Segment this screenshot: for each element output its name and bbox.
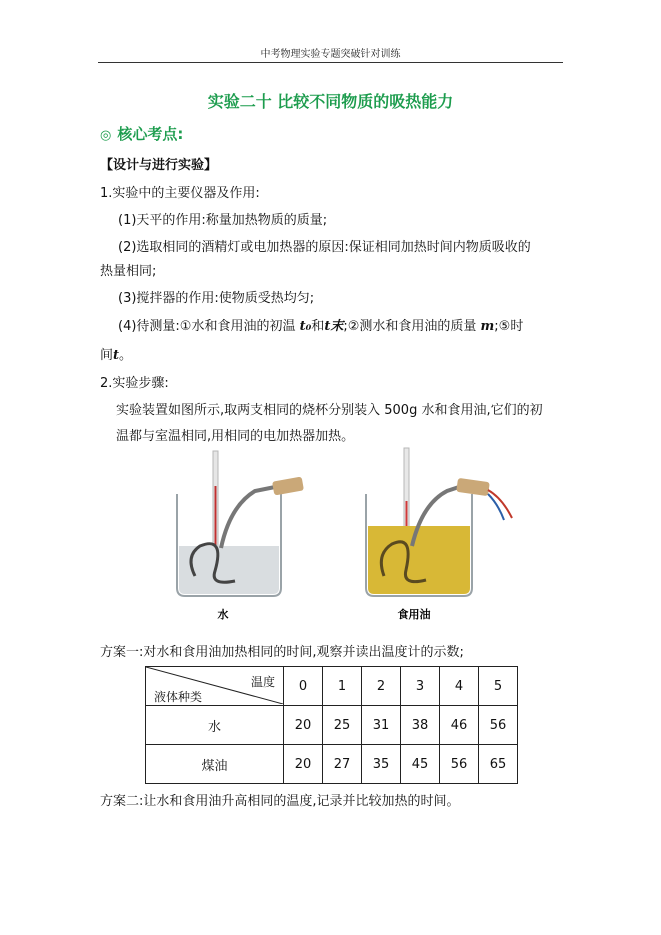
table-cell: 65	[479, 745, 518, 784]
page-title: 实验二十 比较不同物质的吸热能力	[207, 92, 454, 111]
table-cell: 46	[440, 706, 479, 745]
time-symbol: t	[113, 348, 120, 363]
table-column-header: 1	[323, 667, 362, 706]
table-column-header: 5	[479, 667, 518, 706]
table-column-header: 4	[440, 667, 479, 706]
final-temp-symbol: t末	[324, 319, 344, 334]
table-cell: 20	[284, 706, 323, 745]
item-1-4-cont-b: 。	[119, 348, 133, 363]
table-cell: 25	[323, 706, 362, 745]
heater-plug	[272, 477, 304, 496]
core-points-label: 核心考点:	[117, 125, 184, 143]
core-points-heading	[100, 123, 183, 144]
item-1-1: (1)天平的作用:称量加热物质的质量;	[118, 213, 328, 228]
corner-temperature-label: 温度	[250, 675, 275, 689]
oil-caption: 食用油	[397, 609, 431, 621]
table-column-header: 3	[401, 667, 440, 706]
item-1-4-cont	[100, 344, 132, 363]
target-icon: ◎	[100, 128, 112, 143]
table-cell: 31	[362, 706, 401, 745]
temperature-table	[145, 666, 518, 784]
table-corner-cell	[146, 667, 284, 706]
item-2-text: 实验装置如图所示,取两支相同的烧杯分别装入 500g 水和食用油,它们的初	[116, 403, 543, 418]
item-1-4-text-b: ;②测水和食用油的质量	[343, 319, 477, 334]
water-beaker-figure	[155, 446, 325, 626]
initial-temp-symbol: t₀	[299, 319, 312, 334]
table-cell: 56	[479, 706, 518, 745]
mass-symbol: m	[480, 319, 495, 334]
page-header: 中考物理实验专题突破针对训练	[260, 49, 401, 60]
table-row	[146, 745, 518, 784]
table-cell: 20	[284, 745, 323, 784]
item-1-4-text-a: (4)待测量:①水和食用油的初温	[118, 319, 296, 334]
table-column-header: 0	[284, 667, 323, 706]
section-heading: 【设计与进行实验】	[100, 158, 218, 173]
table-header-row	[146, 667, 518, 706]
item-1-2: (2)选取相同的酒精灯或电加热器的原因:保证相同加热时间内物质吸收的	[118, 240, 531, 255]
row-label: 煤油	[146, 745, 284, 784]
plan-two: 方案二:让水和食用油升高相同的温度,记录并比较加热的时间。	[100, 794, 460, 809]
item-2: 2.实验步骤:	[100, 376, 169, 391]
water-caption: 水	[217, 609, 229, 621]
item-1-4-and: 和	[311, 319, 325, 334]
table-cell: 56	[440, 745, 479, 784]
item-2-text-cont: 温都与室温相同,用相同的电加热器加热。	[116, 429, 355, 444]
item-1-4-text-c: ;⑤时	[494, 319, 524, 334]
heater-cable	[221, 486, 280, 548]
oil-beaker-figure	[352, 446, 522, 626]
header-rule	[98, 62, 563, 63]
table-column-header: 2	[362, 667, 401, 706]
item-1-3: (3)搅拌器的作用:使物质受热均匀;	[118, 291, 315, 306]
item-1-4-cont-a: 间	[100, 348, 114, 363]
table-cell: 38	[401, 706, 440, 745]
corner-liquid-label: 液体种类	[154, 690, 203, 704]
table-cell: 45	[401, 745, 440, 784]
heater-plug	[456, 478, 490, 496]
item-1: 1.实验中的主要仪器及作用:	[100, 186, 260, 201]
table-cell: 27	[323, 745, 362, 784]
heater-wire-blue	[488, 494, 504, 520]
row-label: 水	[146, 706, 284, 745]
item-1-2-cont: 热量相同;	[100, 264, 157, 279]
item-1-4	[118, 315, 523, 334]
oil-liquid	[368, 526, 470, 594]
plan-one: 方案一:对水和食用油加热相同的时间,观察并读出温度计的示数;	[100, 645, 464, 660]
heater-wire-red	[488, 490, 512, 518]
table-cell: 35	[362, 745, 401, 784]
table-row	[146, 706, 518, 745]
